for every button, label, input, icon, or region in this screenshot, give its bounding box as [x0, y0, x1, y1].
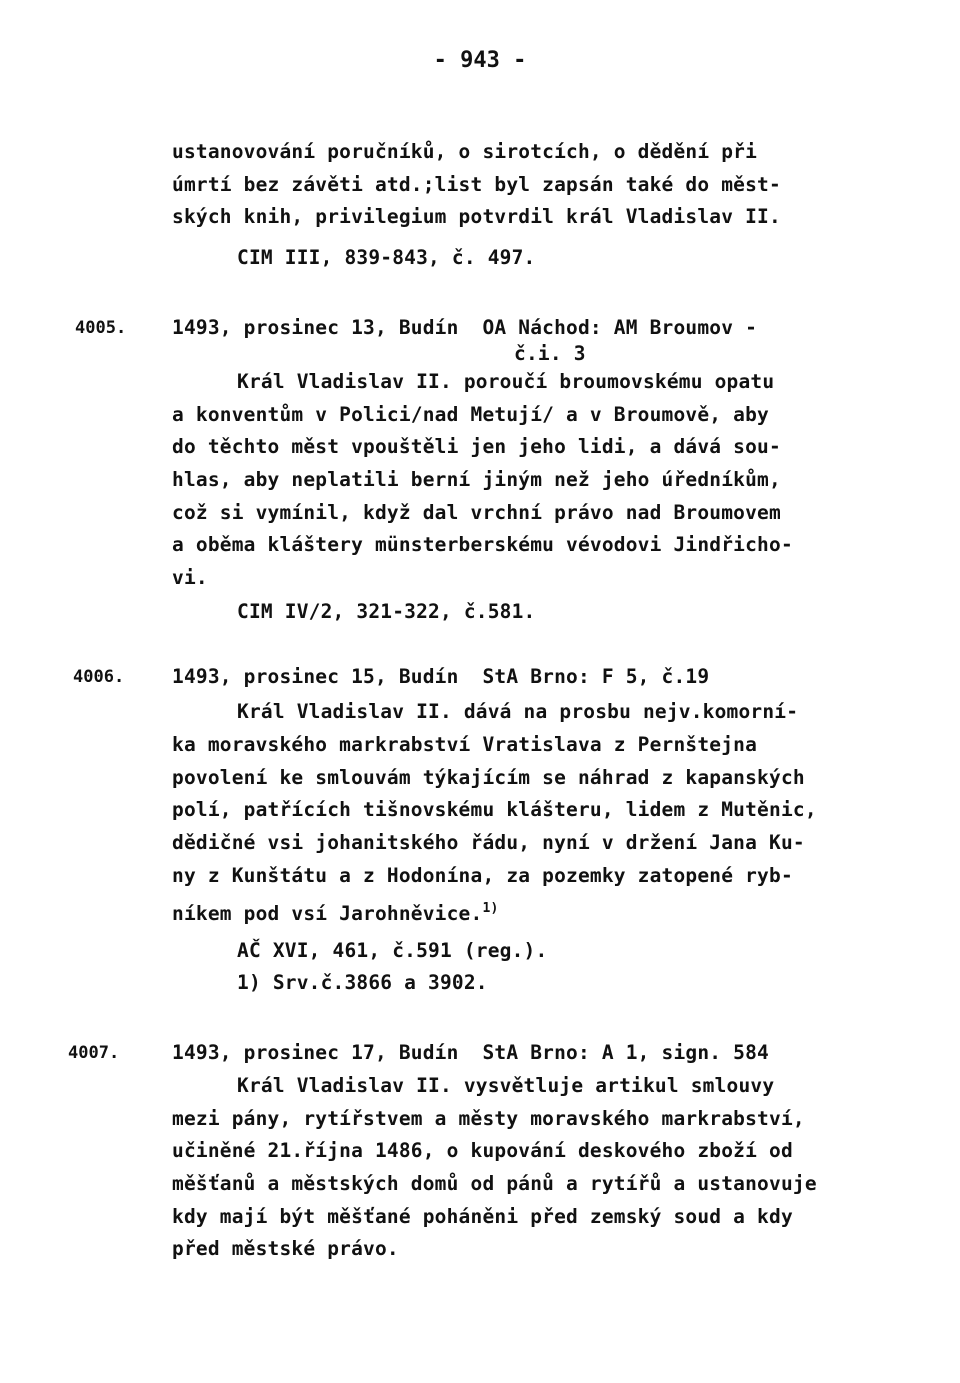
text-line: ustanovování poručníků, o sirotcích, o dědění při: [172, 140, 758, 163]
text-line-content: níkem pod vsí Jarohněvice.: [172, 902, 483, 925]
text-line: Král Vladislav II. dává na prosbu nejv.komorní-: [237, 700, 799, 723]
text-line: Král Vladislav II. vysvětluje artikul smlouvy: [237, 1074, 775, 1097]
text-line: kdy mají být měšťané poháněni před zemský soud a kdy: [172, 1205, 793, 1228]
text-line: úmrtí bez závěti atd.;list byl zapsán také do měst-: [172, 173, 781, 196]
text-line: což si vymínil, když dal vrchní právo nad Broumovem: [172, 501, 781, 524]
text-line: a oběma kláštery münsterberskému vévodovi Jindřicho-: [172, 533, 793, 556]
entry-header: 1493, prosinec 17, Budín StA Brno: A 1, sign. 584: [172, 1041, 769, 1064]
entry-number: 4005.: [75, 318, 127, 338]
text-line: povolení ke smlouvám týkajícím se náhrad z kapanských: [172, 766, 805, 789]
entry-header: 1493, prosinec 15, Budín StA Brno: F 5, č.19: [172, 665, 710, 688]
text-line: hlas, aby neplatili berní jiným než jeho úředníkům,: [172, 468, 781, 491]
text-line: vi.: [172, 566, 208, 589]
text-line: do těchto měst vpouštěli jen jeho lidi, a dává sou-: [172, 435, 781, 458]
footnote-marker: 1): [482, 901, 499, 916]
text-line: dědičné vsi johanitského řádu, nyní v držení Jana Ku-: [172, 831, 805, 854]
text-line: a konventům v Polici/nad Metují/ a v Broumově, aby: [172, 403, 769, 426]
text-line: učiněné 21.října 1486, o kupování deskového zboží od: [172, 1139, 793, 1162]
entry-number: 4007.: [68, 1043, 120, 1063]
page-number: - 943 -: [433, 48, 527, 73]
entry-header-continued: č.i. 3: [514, 342, 586, 365]
citation: CIM III, 839-843, č. 497.: [237, 246, 536, 269]
text-line: ských knih, privilegium potvrdil král Vladislav II.: [172, 205, 781, 228]
text-line: ka moravského markrabství Vratislava z Pernštejna: [172, 733, 758, 756]
text-line: polí, patřících tišnovskému klášteru, lidem z Mutěnic,: [172, 798, 817, 821]
text-line: před městské právo.: [172, 1237, 399, 1260]
text-line: ny z Kunštátu a z Hodonína, za pozemky zatopené ryb-: [172, 864, 793, 887]
entry-header: 1493, prosinec 13, Budín OA Náchod: AM Broumov -: [172, 316, 758, 339]
citation: AČ XVI, 461, č.591 (reg.).: [237, 939, 548, 962]
footnote: 1) Srv.č.3866 a 3902.: [237, 971, 488, 994]
entry-number: 4006.: [73, 667, 125, 687]
citation: CIM IV/2, 321-322, č.581.: [237, 600, 536, 623]
text-line: mezi pány, rytířstvem a městy moravského markrabství,: [172, 1107, 805, 1130]
text-line: Král Vladislav II. poroučí broumovskému opatu: [237, 370, 775, 393]
text-line: měšťanů a městských domů od pánů a rytířů a ustanovuje: [172, 1172, 817, 1195]
text-line: [172, 896, 499, 927]
